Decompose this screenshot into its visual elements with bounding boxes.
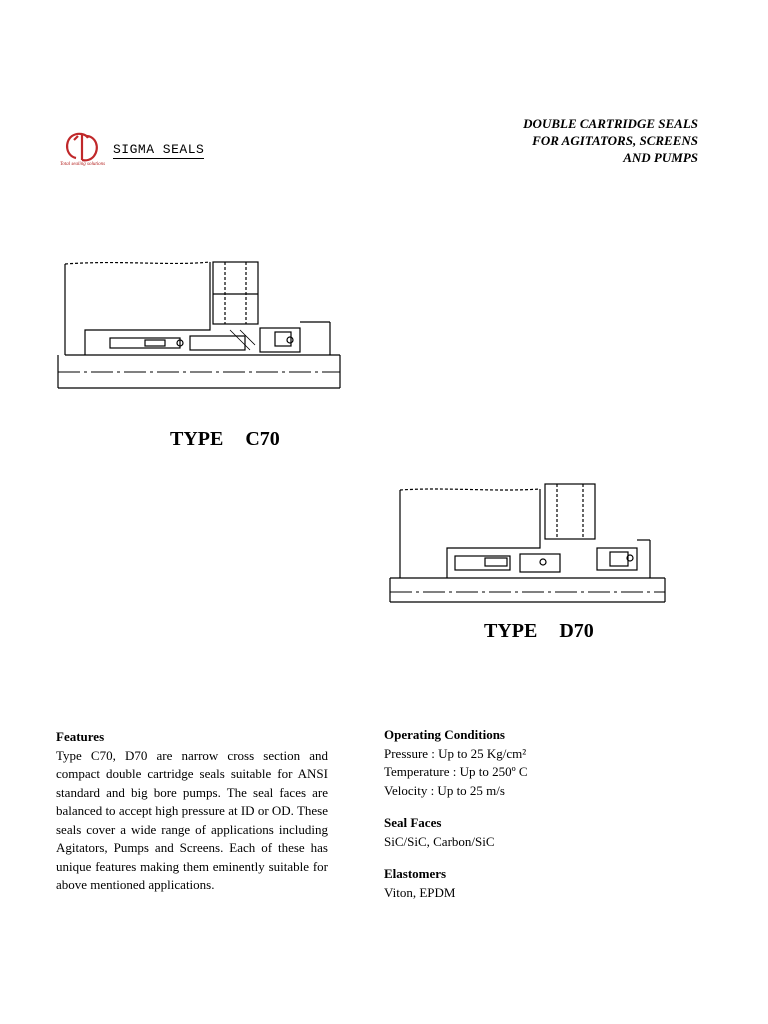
heading-line-3: AND PUMPS — [623, 150, 698, 165]
heading-line-2: FOR AGITATORS, SCREENS — [532, 133, 698, 148]
type-c70-label: TYPE C70 — [170, 428, 280, 450]
specs-section — [384, 726, 634, 902]
type-d70-label: TYPE D70 — [484, 620, 594, 642]
elastomers-value: Viton, EPDM — [384, 884, 456, 900]
brand-name: SIGMA SEALS — [113, 142, 205, 157]
temperature-line: Temperature : Up to 250º C — [384, 764, 528, 779]
brand-tagline: Total sealing solutions — [60, 162, 106, 167]
operating-conditions-title: Operating Conditions — [384, 727, 505, 742]
elastomers-title: Elastomers — [384, 866, 447, 881]
velocity-line: Velocity : Up to 25 m/s — [384, 782, 505, 798]
pressure-line: Pressure : Up to 25 Kg/cm² — [384, 745, 527, 761]
seal-drawing-c70 — [50, 250, 350, 395]
seal-drawing-d70 — [385, 478, 670, 608]
seal-faces-title: Seal Faces — [384, 815, 442, 830]
document-heading — [378, 115, 698, 166]
heading-line-1: DOUBLE CARTRIDGE SEALS — [523, 116, 698, 131]
seal-faces-value: SiC/SiC, Carbon/SiC — [384, 833, 495, 849]
features-body: Type C70, D70 are narrow cross section and compact double cartridge seals suitable for ANSI standard and big bore pumps. The seal faces are balanced to accept high pressure at ID or OD. These seals cover a wide range of applications including Agitators, Pumps and Screens. Each of these has unique features making them eminently suitable for above mentioned applications. — [56, 747, 328, 892]
features-title: Features — [56, 729, 105, 744]
features-section — [56, 728, 328, 895]
